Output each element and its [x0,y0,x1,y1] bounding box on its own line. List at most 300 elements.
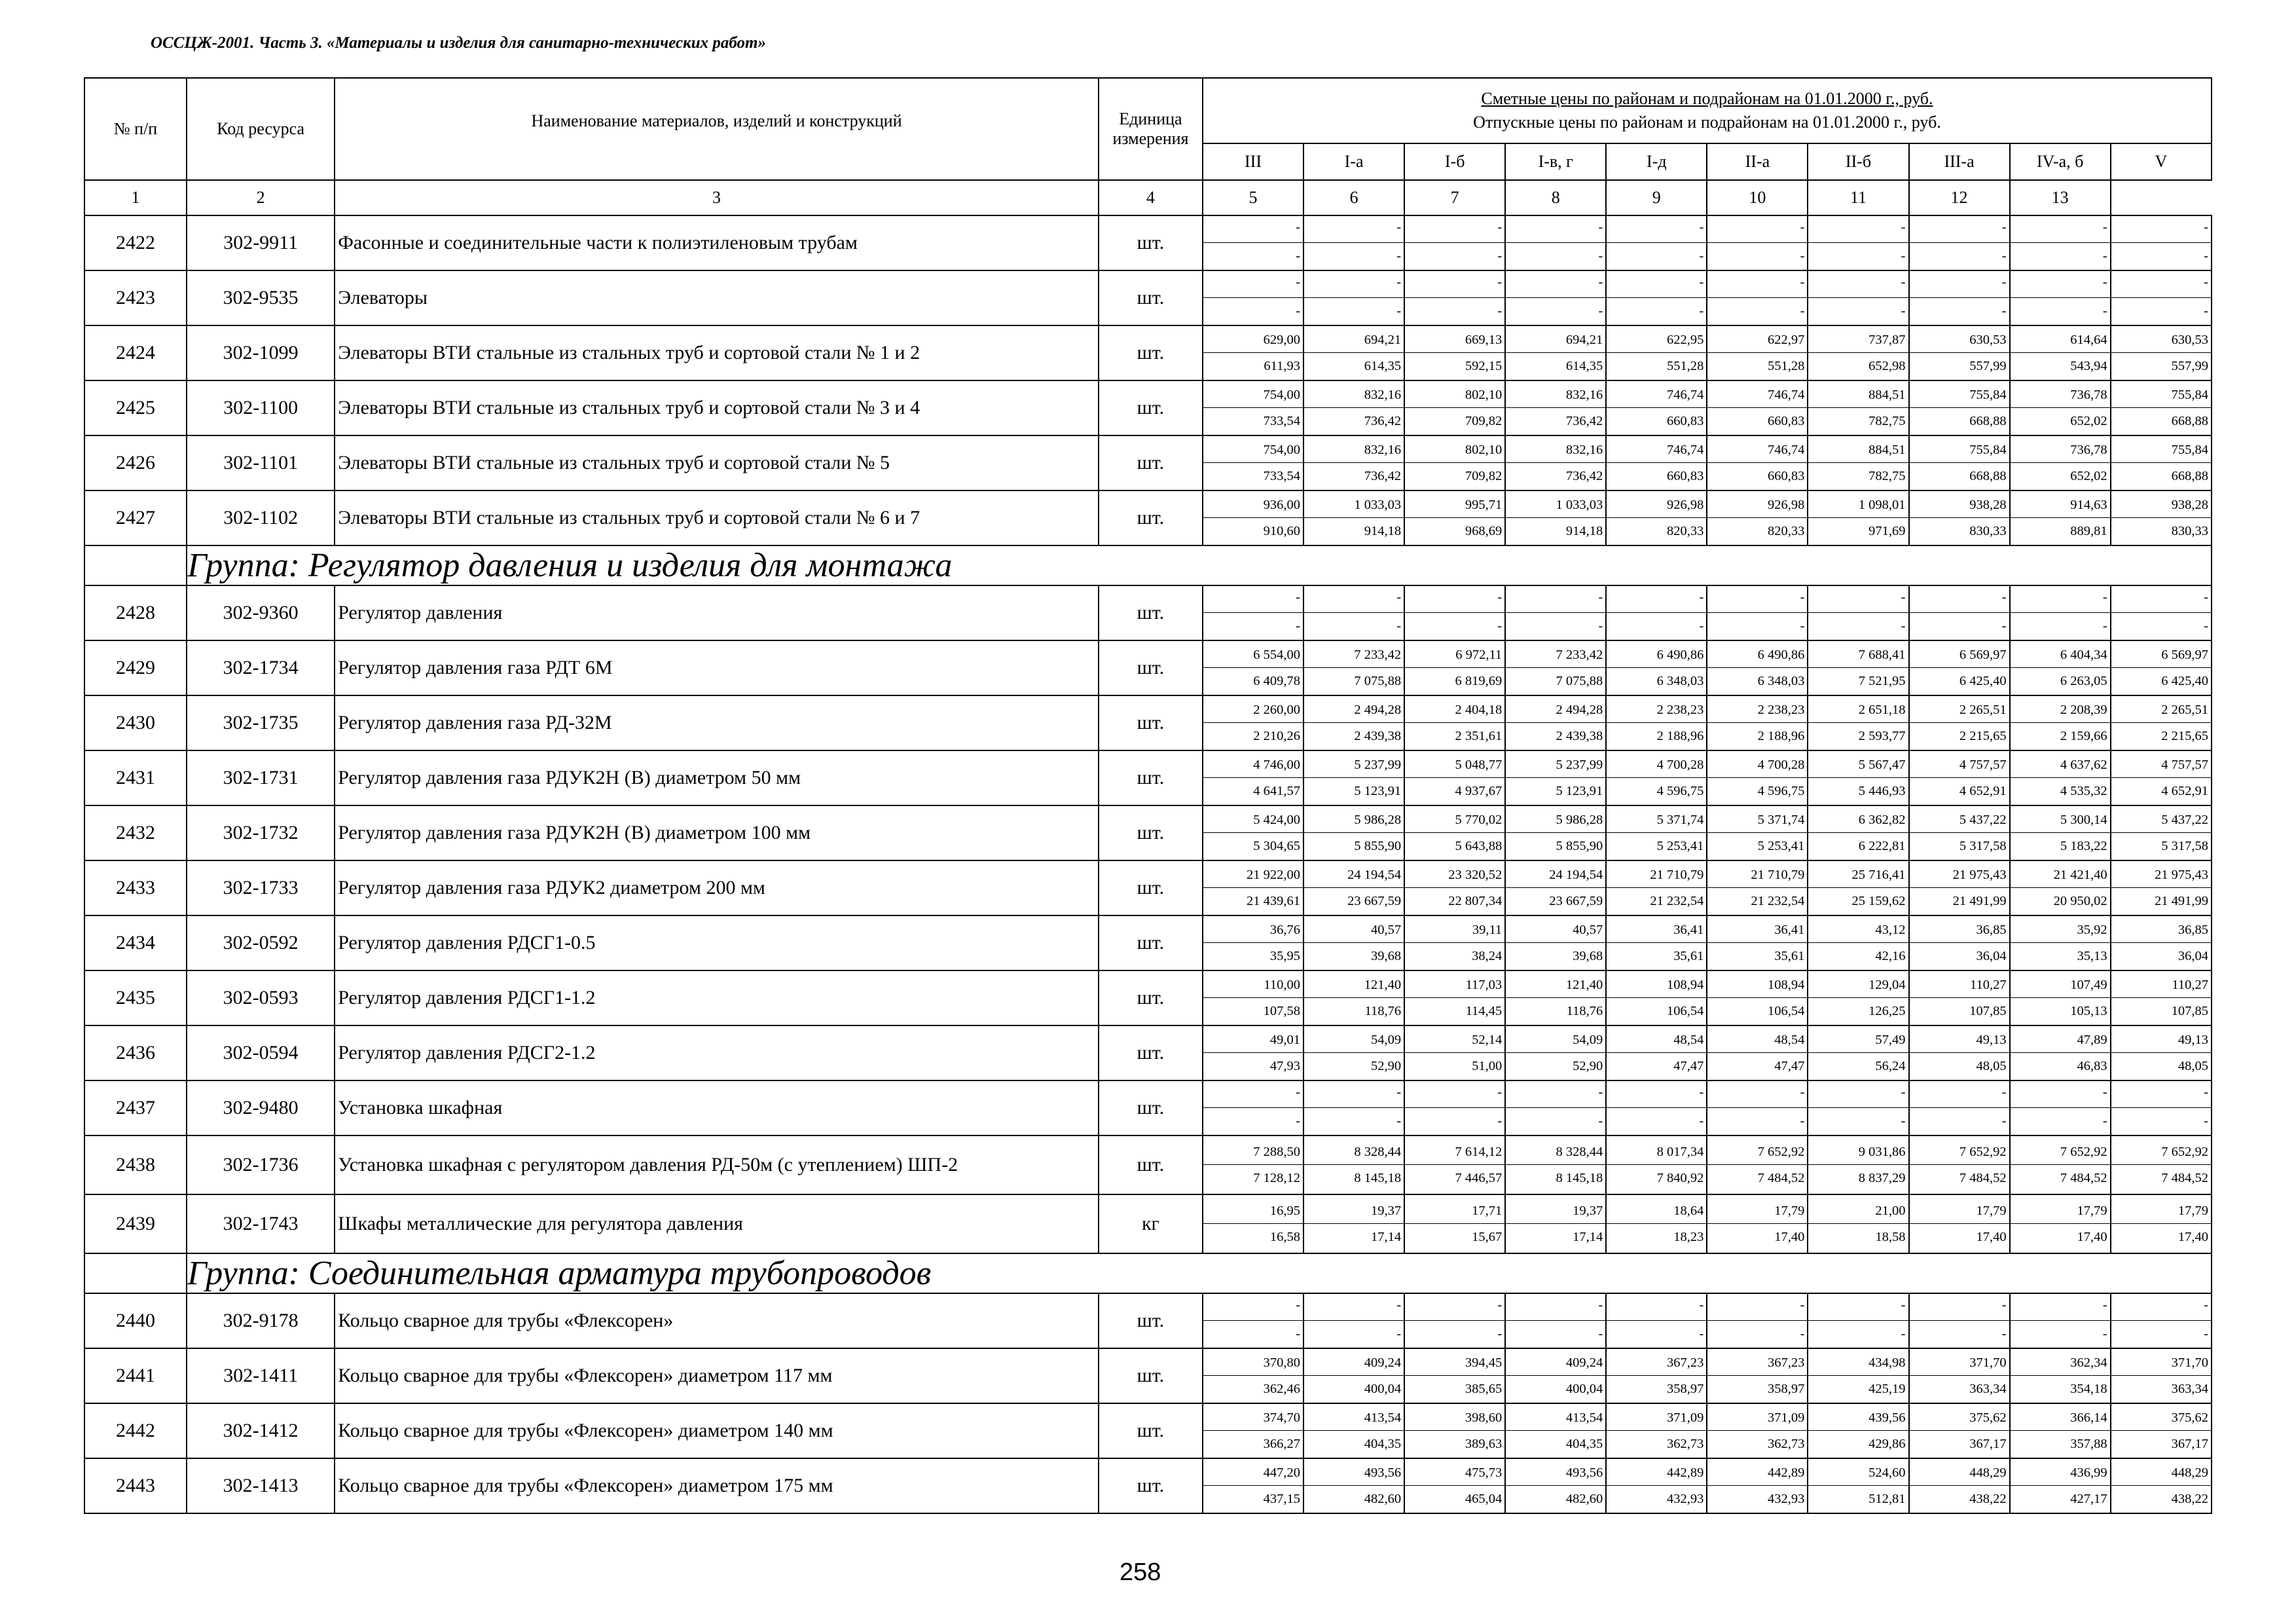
estimated-price: 5 986,28 [1304,807,1404,833]
price-cell [1203,1194,1303,1253]
price-cell [2111,215,2212,270]
release-price: 362,73 [1666,1436,1704,1451]
release-price: 118,76 [1566,1003,1603,1018]
release-price: 5 446,93 [1858,783,1906,798]
estimated-price: 5 237,99 [1506,752,1605,778]
item-name: Регулятор давления РДСГ1-0.5 [335,915,1099,970]
price-pair [1808,862,1908,914]
estimated-price: 25 716,41 [1808,862,1908,888]
price-cell [1606,860,1707,915]
resource-code: 302-1102 [187,490,335,545]
unit: шт. [1099,1293,1203,1348]
estimated-price: 448,29 [2111,1460,2211,1486]
release-price: - [1598,248,1603,263]
price-cell [2010,970,2111,1025]
release-price: 668,88 [2171,468,2208,483]
price-cell [2010,860,2111,915]
resource-code: 302-1101 [187,435,335,490]
price-cell [1404,1194,1505,1253]
release-price: 385,65 [1465,1381,1503,1396]
release-price: 611,93 [1264,358,1301,373]
estimated-price: 21 922,00 [1203,862,1303,888]
release-price: - [1296,1113,1301,1128]
estimated-price: - [2111,1295,2211,1321]
release-price: 357,88 [2070,1436,2107,1451]
price-pair [1707,437,1807,489]
table-row [84,1135,2212,1194]
release-price: 52,90 [1370,1058,1402,1073]
release-price: 512,81 [1868,1491,1906,1506]
unit: шт. [1099,970,1203,1025]
release-price: 2 210,26 [1253,728,1301,743]
price-pair [2011,1027,2110,1079]
estimated-price: 19,37 [1506,1198,1605,1224]
price-cell [1707,1080,1808,1135]
price-cell [1606,1080,1707,1135]
release-price: 557,99 [1969,358,2007,373]
price-pair [1910,437,2009,489]
estimated-price: 35,92 [2011,917,2110,943]
price-pair [2111,492,2211,544]
price-pair [1910,1405,2009,1457]
price-pair [1203,807,1303,859]
release-price: 20 950,02 [2053,893,2107,908]
price-pair [1910,1460,2009,1512]
release-price: 22 807,34 [1448,893,1503,908]
estimated-price: 442,89 [1707,1460,1807,1486]
price-pair [1707,1139,1807,1191]
price-pair [1607,1295,1706,1347]
price-cell [1404,435,1505,490]
price-cell [1505,1348,1606,1403]
price-cell [1404,490,1505,545]
estimated-price: 110,27 [1910,972,2009,998]
estimated-price: 442,89 [1607,1460,1706,1486]
estimated-price: 8 017,34 [1607,1139,1706,1165]
release-price: 551,28 [1666,358,1704,373]
estimated-price: 938,28 [1910,492,2009,518]
resource-code: 302-1100 [187,380,335,435]
release-price: 105,13 [2070,1003,2107,1018]
release-price: 38,24 [1472,948,1503,963]
price-cell [1707,750,1808,805]
estimated-price: 5 424,00 [1203,807,1303,833]
price-pair [1405,1027,1504,1079]
estimated-price: 36,76 [1203,917,1303,943]
estimated-price: 630,53 [1910,327,2009,353]
release-price: 51,00 [1472,1058,1503,1073]
release-price: 52,90 [1573,1058,1603,1073]
release-price: 46,83 [2077,1058,2107,1073]
price-cell [1909,585,2010,640]
price-pair [1405,697,1504,749]
estimated-price: 7 652,92 [2111,1139,2211,1165]
price-pair [1405,1139,1504,1191]
price-cell [1505,435,1606,490]
estimated-price: - [2111,1082,2211,1108]
release-price: 35,13 [2077,948,2107,963]
estimated-price: 5 237,99 [1304,752,1404,778]
column-header-name: Наименование материалов, изделий и конструкций [335,78,1099,180]
estimated-price: 7 233,42 [1304,642,1404,668]
price-pair [1203,327,1303,379]
price-cell [1505,860,1606,915]
resource-code: 302-1413 [187,1458,335,1513]
price-cell [2010,585,2111,640]
release-price: - [1396,303,1402,318]
price-pair [1304,327,1404,379]
estimated-price: 746,74 [1607,437,1706,463]
release-price: 4 937,67 [1455,783,1503,798]
price-pair [1506,272,1605,324]
resource-code: 302-1411 [187,1348,335,1403]
table-row [84,270,2212,325]
estimated-price: 371,70 [2111,1350,2211,1376]
estimated-price: 746,74 [1707,437,1807,463]
price-cell [2111,1025,2212,1080]
release-price: - [2001,618,2007,633]
price-pair [1405,217,1504,269]
table-row [84,1194,2212,1253]
price-cell [1404,1135,1505,1194]
release-price: 652,02 [2070,468,2107,483]
estimated-price: 5 567,47 [1808,752,1908,778]
estimated-price: 832,16 [1506,437,1605,463]
release-price: 17,40 [1774,1229,1805,1244]
price-pair [1506,382,1605,434]
release-price: 437,15 [1263,1491,1301,1506]
estimated-price: 40,57 [1506,917,1605,943]
price-cell [1808,325,1908,380]
price-cell [1808,270,1908,325]
item-name: Регулятор давления [335,585,1099,640]
estimated-price: 2 260,00 [1203,697,1303,723]
estimated-price: - [1304,217,1404,243]
price-cell [2010,1025,2111,1080]
estimated-price: 4 700,28 [1707,752,1807,778]
table-row [84,805,2212,860]
release-price: 107,58 [1263,1003,1301,1018]
price-cell [2010,490,2111,545]
release-price: 42,16 [1875,948,1906,963]
price-cell [1404,1458,1505,1513]
estimated-price: 7 652,92 [2011,1139,2110,1165]
resource-code: 302-1733 [187,860,335,915]
price-pair [1910,1198,2009,1250]
price-cell [2010,270,2111,325]
price-cell [1909,215,2010,270]
release-price: 7 446,57 [1455,1170,1503,1185]
estimated-price: 6 362,82 [1808,807,1908,833]
price-cell [2111,380,2212,435]
release-price: - [1497,618,1503,633]
unit: шт. [1099,270,1203,325]
release-price: - [2204,1113,2208,1128]
item-name: Регулятор давления газа РДУК2Н (В) диаметром 100 мм [335,805,1099,860]
estimated-price: - [1506,587,1605,613]
price-cell [1707,915,1808,970]
item-name: Элеваторы ВТИ стальные из стальных труб и сортовой стали № 3 и 4 [335,380,1099,435]
price-cell [1808,1348,1908,1403]
resource-code: 302-1732 [187,805,335,860]
price-cell [2111,640,2212,695]
release-price: 4 641,57 [1253,783,1301,798]
release-price: - [1800,618,1805,633]
release-price: 733,54 [1263,413,1301,428]
price-cell [1404,805,1505,860]
table-row [84,215,2212,270]
release-price: - [2102,303,2107,318]
release-price: - [1296,1326,1301,1341]
release-price: 914,18 [1565,523,1603,538]
price-cell [1404,215,1505,270]
price-pair [1707,1460,1807,1512]
estimated-price: 121,40 [1506,972,1605,998]
release-price: 48,05 [1976,1058,2007,1073]
release-price: 7 840,92 [1656,1170,1704,1185]
table-row [84,1403,2212,1458]
price-cell [1909,1135,2010,1194]
estimated-price: 802,10 [1405,437,1504,463]
row-number: 2431 [84,750,187,805]
release-price: 363,34 [2171,1381,2208,1396]
estimated-price: 2 238,23 [1707,697,1807,723]
estimated-price: 884,51 [1808,382,1908,408]
price-cell [1909,490,2010,545]
price-cell [1303,695,1404,750]
release-price: 5 253,41 [1757,838,1805,853]
estimated-price: 914,63 [2011,492,2110,518]
estimated-price: 926,98 [1607,492,1706,518]
estimated-price: 371,09 [1607,1405,1706,1431]
price-cell [1808,970,1908,1025]
price-pair [1506,972,1605,1024]
price-pair [1808,587,1908,639]
price-pair [1203,272,1303,324]
column-header-region: IV-а, б [2010,143,2111,180]
price-cell [1505,1135,1606,1194]
resource-code: 302-1412 [187,1403,335,1458]
price-cell [1808,435,1908,490]
price-cell [2010,750,2111,805]
estimated-price: - [2111,217,2211,243]
release-price: 4 535,32 [2060,783,2107,798]
price-pair [1707,1295,1807,1347]
price-pair [1405,272,1504,324]
price-pair [1405,1350,1504,1402]
estimated-price: 694,21 [1506,327,1605,353]
price-pair [1607,1350,1706,1402]
price-pair [1607,752,1706,804]
table-row [84,325,2212,380]
price-cell [1505,970,1606,1025]
resource-code: 302-0592 [187,915,335,970]
column-number: 7 [1404,180,1505,215]
estimated-price: 5 371,74 [1707,807,1807,833]
release-price: - [1598,303,1603,318]
price-pair [1304,587,1404,639]
price-pair [1304,752,1404,804]
group-spacer-cell [84,1253,187,1293]
release-price: - [2102,248,2107,263]
resource-code: 302-1736 [187,1135,335,1194]
price-cell [1909,695,2010,750]
price-cell [1808,215,1908,270]
release-price: 17,14 [1370,1229,1402,1244]
release-price: 7 521,95 [1858,673,1906,688]
price-pair [1808,752,1908,804]
release-price: 429,86 [1868,1436,1906,1451]
release-price: 6 409,78 [1253,673,1301,688]
price-cell [1505,1194,1606,1253]
price-cell [1707,215,1808,270]
item-name: Регулятор давления газа РДТ 6М [335,640,1099,695]
price-cell [1606,380,1707,435]
estimated-price: 374,70 [1203,1405,1303,1431]
price-pair [1405,862,1504,914]
estimated-price: - [1607,1295,1706,1321]
release-price: - [1497,248,1503,263]
price-cell [1404,750,1505,805]
table-row [84,380,2212,435]
release-price: 5 855,90 [1354,838,1402,853]
estimated-price: 17,79 [1910,1198,2009,1224]
estimated-price: - [1607,272,1706,298]
table-row [84,1458,2212,1513]
estimated-price: 21 710,79 [1607,862,1706,888]
price-cell [1505,1458,1606,1513]
column-number: 10 [1707,180,1808,215]
column-number: 5 [1203,180,1303,215]
row-number: 2434 [84,915,187,970]
release-price: 425,19 [1868,1381,1906,1396]
price-pair [1506,1405,1605,1457]
price-pair [1405,807,1504,859]
price-cell [1606,640,1707,695]
release-price: 652,98 [1868,358,1906,373]
estimated-price: 6 554,00 [1203,642,1303,668]
unit: шт. [1099,750,1203,805]
release-price: 6 222,81 [1858,838,1906,853]
release-price: 5 304,65 [1253,838,1301,853]
price-cell [1606,750,1707,805]
price-pair [2011,437,2110,489]
price-pair [1607,917,1706,969]
price-cell [2010,1080,2111,1135]
estimated-price: 755,84 [1910,382,2009,408]
column-number: 4 [1099,180,1203,215]
estimated-price: 54,09 [1506,1027,1605,1053]
column-number: 2 [187,180,335,215]
unit: шт. [1099,1025,1203,1080]
resource-code: 302-9178 [187,1293,335,1348]
estimated-price: - [1707,217,1807,243]
price-pair [1707,1405,1807,1457]
release-price: 968,69 [1465,523,1503,538]
price-cell [2111,1348,2212,1403]
price-pair [1405,382,1504,434]
price-cell [1203,805,1303,860]
price-cell [1404,970,1505,1025]
price-pair [1506,752,1605,804]
price-pair [1506,1082,1605,1134]
price-cell [1808,1293,1908,1348]
column-header-region: I-д [1606,143,1707,180]
price-cell [1707,970,1808,1025]
release-price: 652,02 [2070,413,2107,428]
price-cell [1808,640,1908,695]
price-cell [1808,1080,1908,1135]
estimated-price: 832,16 [1304,382,1404,408]
column-header-region: I-в, г [1505,143,1606,180]
table-row [84,915,2212,970]
estimated-price: 6 490,86 [1707,642,1807,668]
price-pair [2011,972,2110,1024]
release-price: 5 317,58 [2161,838,2208,853]
release-price: 6 819,69 [1455,673,1503,688]
price-cell [1505,1080,1606,1135]
release-price: 17,40 [2077,1229,2107,1244]
price-pair [2011,807,2110,859]
estimated-price: - [1506,1295,1605,1321]
table-row [84,585,2212,640]
price-cell [1203,640,1303,695]
price-pair [1506,217,1605,269]
release-price: - [1901,1113,1906,1128]
table-row [84,750,2212,805]
estimated-price: 49,13 [2111,1027,2211,1053]
price-cell [2111,435,2212,490]
price-pair [1405,1460,1504,1512]
price-pair [1910,1027,2009,1079]
price-pair [1808,1082,1908,1134]
unit: шт. [1099,1080,1203,1135]
estimated-price: - [1304,272,1404,298]
column-number: 11 [1808,180,1908,215]
row-number: 2441 [84,1348,187,1403]
unit: шт. [1099,1403,1203,1458]
price-pair [1203,862,1303,914]
column-number: 1 [84,180,187,215]
price-cell [1203,325,1303,380]
price-cell [2111,915,2212,970]
item-name: Регулятор давления РДСГ1-1.2 [335,970,1099,1025]
price-pair [1203,1027,1303,1079]
release-price: - [1296,248,1301,263]
release-price: 39,68 [1370,948,1402,963]
estimated-price: - [1910,217,2009,243]
estimated-price: - [1304,587,1404,613]
estimated-price: 23 320,52 [1405,862,1504,888]
item-name: Фасонные и соединительные части к полиэтиленовым трубам [335,215,1099,270]
estimated-price: 447,20 [1203,1460,1303,1486]
price-pair [1203,642,1303,694]
release-price: 48,05 [2178,1058,2208,1073]
release-price: 367,17 [1969,1436,2007,1451]
estimated-price: 375,62 [2111,1405,2211,1431]
price-pair [1808,1198,1908,1250]
price-pair [1506,587,1605,639]
price-cell [1606,1458,1707,1513]
estimated-price: - [1808,272,1908,298]
column-number: 9 [1606,180,1707,215]
estimated-price: 17,79 [1707,1198,1807,1224]
release-price: 830,33 [1969,523,2007,538]
price-cell [1303,215,1404,270]
release-price: - [1699,248,1704,263]
unit: шт. [1099,380,1203,435]
release-price: - [2102,1326,2107,1341]
